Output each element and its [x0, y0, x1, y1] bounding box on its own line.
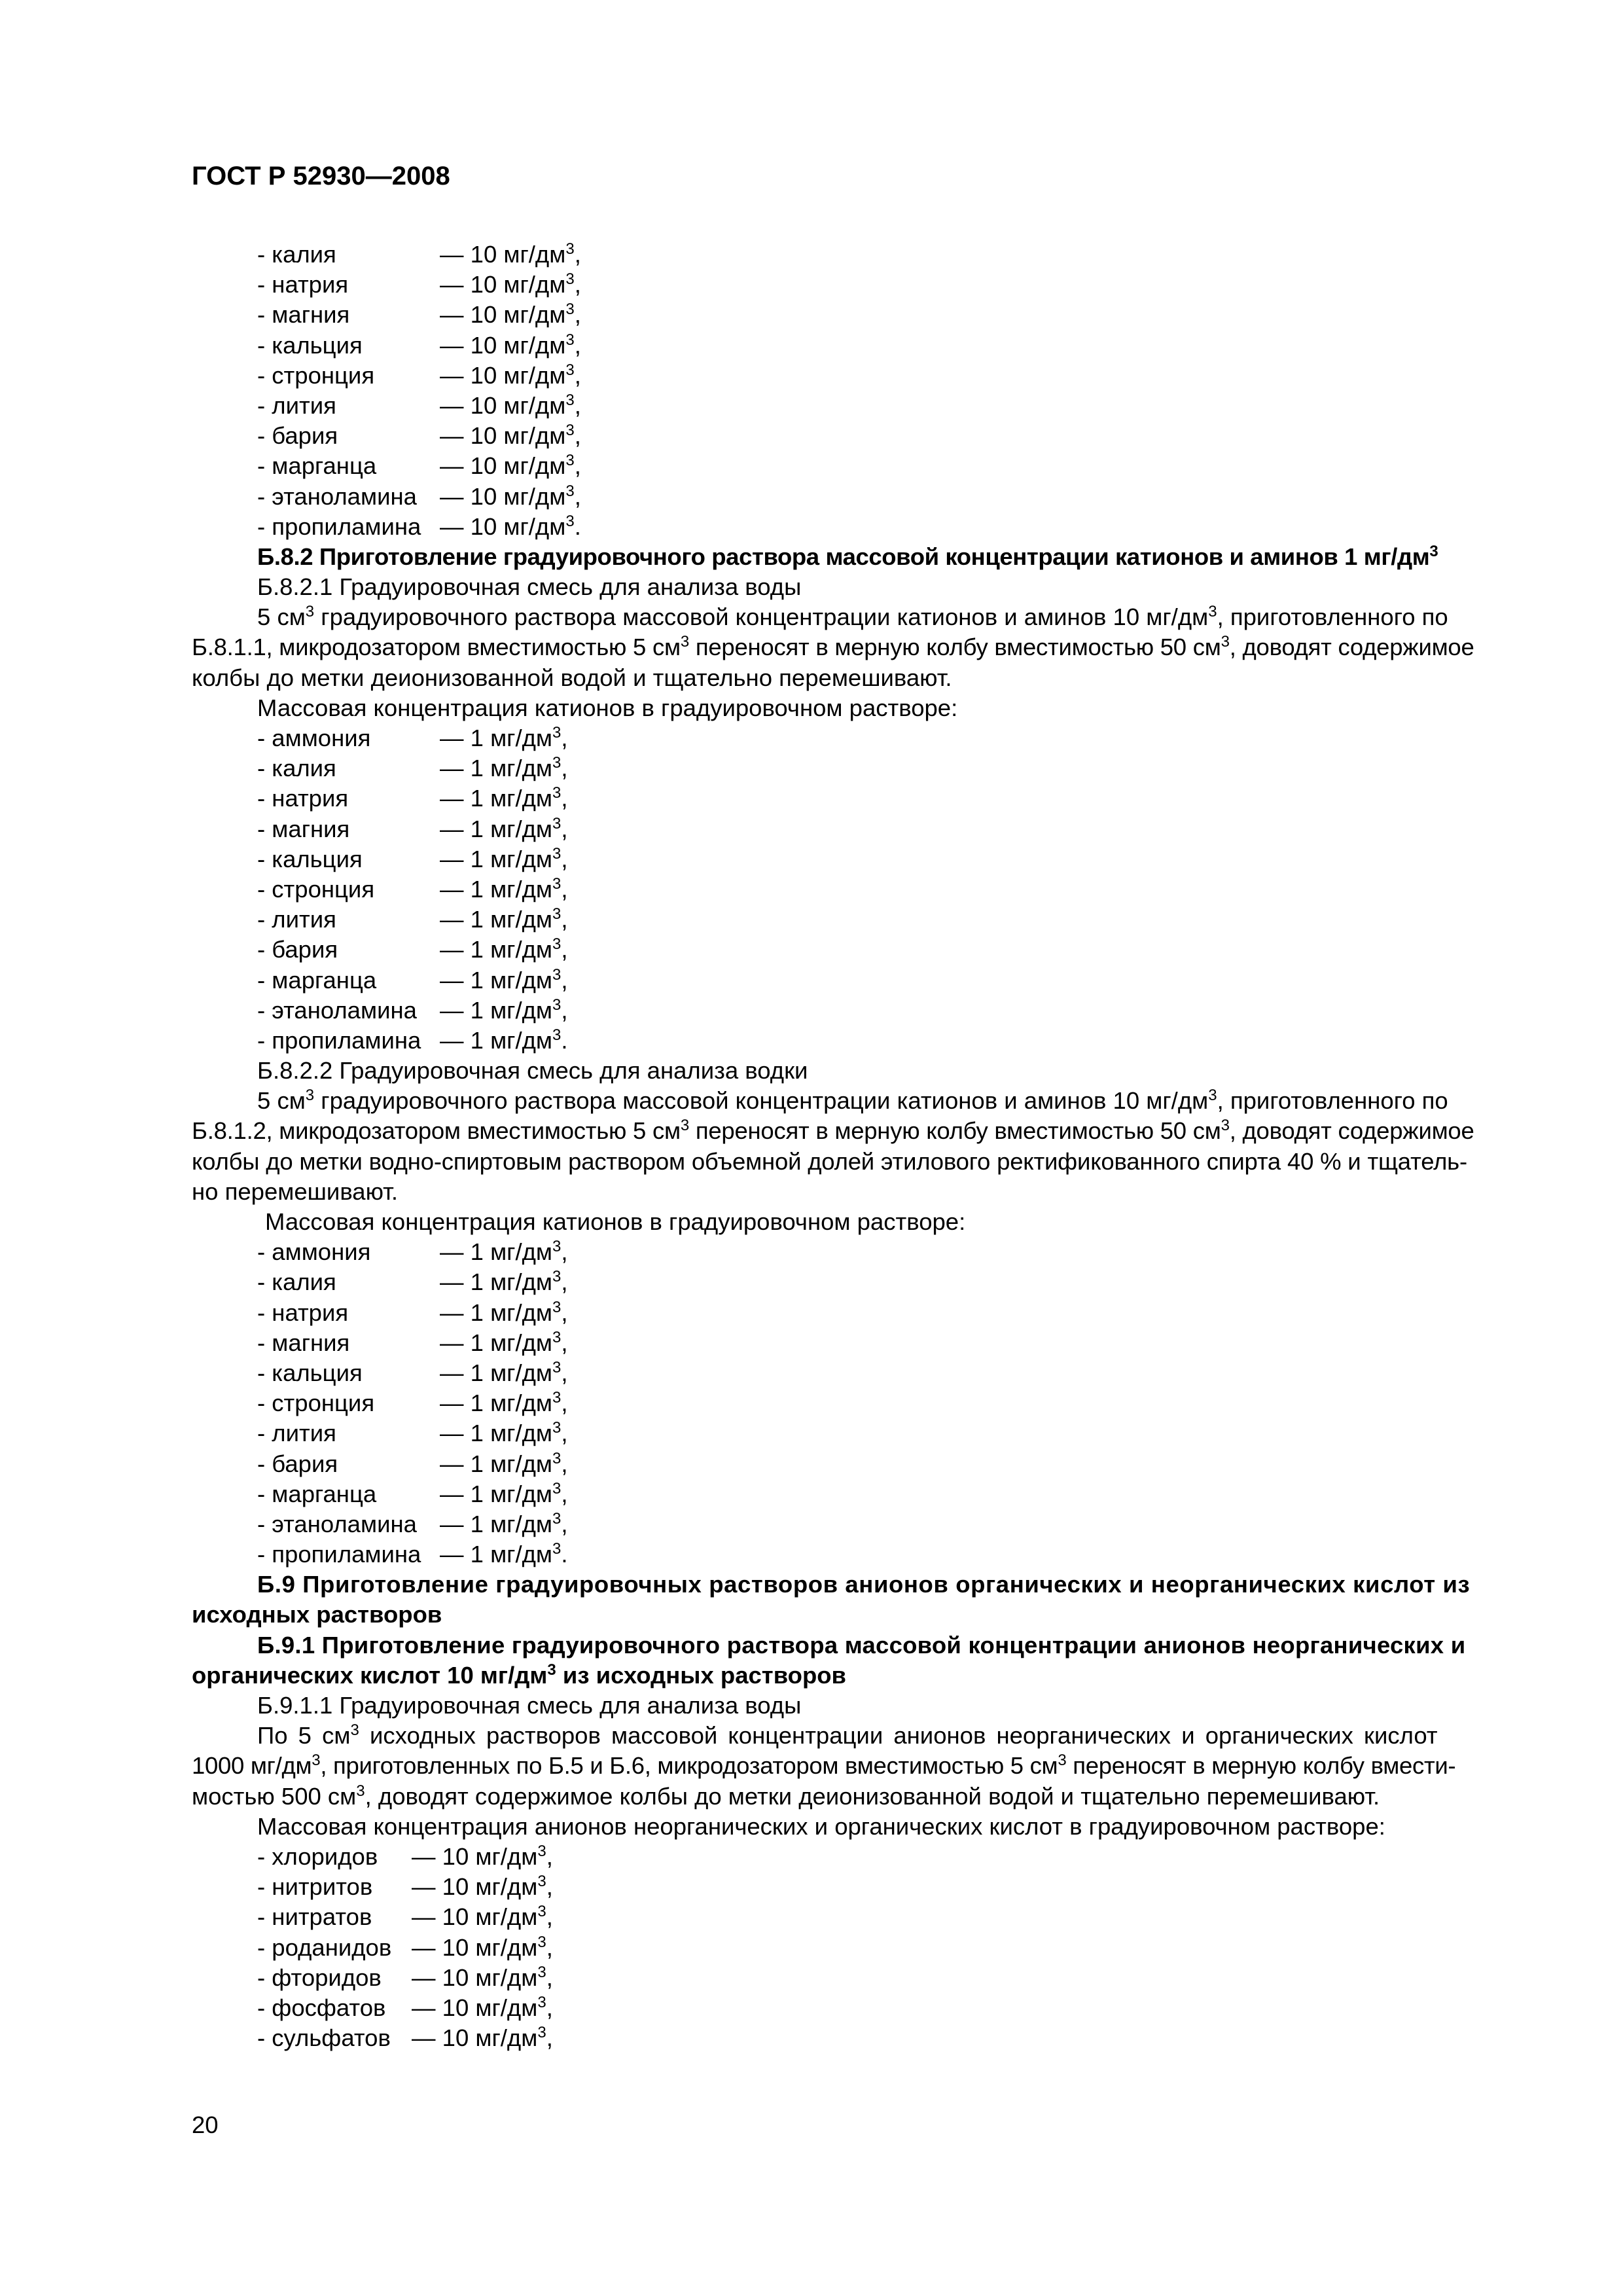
- heading-line: исходных растворов: [192, 1601, 442, 1628]
- list-cations-10: [192, 240, 1445, 542]
- list-item: - роданидов — 10 $мг/дм^3$,: [257, 1933, 553, 1961]
- section-heading-b91: [192, 1630, 1466, 1691]
- heading-line: Б.9 Приготовление градуировочных растворов анионов органических и неорганических кислот из: [257, 1571, 1471, 1598]
- list-item: - хлоридов — 10 $мг/дм^3$,: [257, 1842, 553, 1870]
- list-item: - кальция — 10 $мг/дм^3$,: [257, 331, 581, 359]
- list-item: - натрия — 1 $мг/дм^3$,: [257, 784, 568, 812]
- list-item: - натрия — 1 $мг/дм^3$,: [257, 1298, 568, 1326]
- list-item: - бария — 10 $мг/дм^3$,: [257, 422, 581, 450]
- list-item: - сульфатов — 10 $мг/дм^3$,: [257, 2024, 553, 2052]
- heading-line: органических кислот 10 $мг/дм^3$ из исходных растворов: [192, 1660, 846, 1689]
- list-item: - магния — 1 $мг/дм^3$,: [257, 1328, 568, 1356]
- list-item: - этаноламина — 1 $мг/дм^3$,: [257, 1509, 568, 1537]
- section-heading-b9: [192, 1570, 1471, 1630]
- list-item: - пропиламина — 10 $мг/дм^3$.: [257, 512, 581, 540]
- list-cations-1-vodka: [192, 1237, 1445, 1570]
- heading-line: Б.9.1 Приготовление градуировочного раствора массовой концентрации анионов неорганических и: [257, 1631, 1466, 1659]
- list-item: - бария — 1 $мг/дм^3$,: [257, 1449, 568, 1477]
- list-item: - бария — 1 $мг/дм^3$,: [257, 935, 568, 963]
- paragraph-b821: [192, 602, 1474, 693]
- paragraph-line: Б.8.1.1, микродозатором вместимостью 5 $см^3$ переносят в мерную колбу вместимостью 50 $см^3$, доводят содержимое: [192, 633, 1474, 661]
- paragraph-b822: [192, 1086, 1474, 1207]
- list-item: - нитритов — 10 $мг/дм^3$,: [257, 1873, 553, 1901]
- list-item: - пропиламина — 1 $мг/дм^3$.: [257, 1540, 568, 1568]
- page-number: 20: [192, 2111, 219, 2138]
- list-item: - калия — 1 $мг/дм^3$,: [257, 1268, 568, 1296]
- list-item: - стронция — 10 $мг/дм^3$,: [257, 361, 581, 389]
- list-item: - калия — 1 $мг/дм^3$,: [257, 754, 568, 782]
- paragraph-b911: [192, 1721, 1456, 1812]
- list-item: - лития — 1 $мг/дм^3$,: [257, 905, 568, 933]
- list-item: - этаноламина — 1 $мг/дм^3$,: [257, 996, 568, 1024]
- paragraph-line: 5 $см^3$ градуировочного раствора массовой концентрации катионов и аминов 10 $мг/дм^3$, приготовленного по: [257, 603, 1448, 631]
- list-item: - натрия — 10 $мг/дм^3$,: [257, 270, 581, 298]
- list-item: - аммония — 1 $мг/дм^3$,: [257, 724, 568, 751]
- paragraph-line: 5 $см^3$ градуировочного раствора массовой концентрации катионов и аминов 10 $мг/дм^3$, приготовленного по: [257, 1086, 1448, 1115]
- list-caption: Массовая концентрация анионов неорганических и органических кислот в градуировочном растворе:: [257, 1812, 1385, 1840]
- list-cations-1-water: [192, 723, 1445, 1056]
- list-item: - кальция — 1 $мг/дм^3$,: [257, 844, 568, 872]
- section-heading-b82: Б.8.2 Приготовление градуировочного раствора массовой концентрации катионов и аминов 1 $мг/дм^3$: [257, 542, 1438, 570]
- list-item: - фосфатов — 10 $мг/дм^3$,: [257, 1993, 553, 2021]
- list-item: - пропиламина — 1 $мг/дм^3$.: [257, 1026, 568, 1054]
- list-item: - калия — 10 $мг/дм^3$,: [257, 240, 581, 268]
- list-item: - стронция — 1 $мг/дм^3$,: [257, 1389, 568, 1417]
- subsection-heading-b822: Б.8.2.2 Градуировочная смесь для анализа водки: [257, 1057, 808, 1085]
- list-item: - магния — 1 $мг/дм^3$,: [257, 814, 568, 842]
- paragraph-line: По 5 $см^3$ исходных растворов массовой концентрации анионов неорганических и органических кислот: [257, 1721, 1438, 1749]
- list-item: - фторидов — 10 $мг/дм^3$,: [257, 1963, 553, 1991]
- list-item: - стронция — 1 $мг/дм^3$,: [257, 874, 568, 903]
- subsection-heading-b821: Б.8.2.1 Градуировочная смесь для анализа воды: [257, 573, 802, 601]
- list-anions-10: [192, 1842, 1445, 2053]
- paragraph-line: колбы до метки деионизованной водой и тщательно перемешивают.: [192, 664, 952, 691]
- page-content: [192, 240, 1474, 2053]
- list-item: - кальция — 1 $мг/дм^3$,: [257, 1358, 568, 1386]
- paragraph-line: мостью 500 $см^3$, доводят содержимое колбы до метки деионизованной водой и тщательно перемешивают.: [192, 1782, 1380, 1810]
- document-header: ГОСТ Р 52930—2008: [192, 162, 450, 190]
- list-item: - лития — 1 $мг/дм^3$,: [257, 1419, 568, 1447]
- paragraph-line: 1000 $мг/дм^3$, приготовленных по Б.5 и Б.6, микродозатором вместимостью 5 $см^3$ переносят в мерную колбу вмести-: [192, 1751, 1456, 1780]
- paragraph-line: колбы до метки водно-спиртовым раствором объемной долей этилового ректификованного спирта 40 % и тщатель-: [192, 1147, 1467, 1175]
- list-item: - магния — 10 $мг/дм^3$,: [257, 300, 581, 329]
- list-caption: Массовая концентрация катионов в градуировочном растворе:: [265, 1208, 966, 1235]
- list-caption: Массовая концентрация катионов в градуировочном растворе:: [257, 694, 958, 721]
- list-item: - этаноламина — 10 $мг/дм^3$,: [257, 482, 581, 510]
- list-item: - лития — 10 $мг/дм^3$,: [257, 391, 581, 419]
- list-item: - марганца — 10 $мг/дм^3$,: [257, 452, 581, 480]
- list-item: - аммония — 1 $мг/дм^3$,: [257, 1238, 568, 1266]
- paragraph-line: Б.8.1.2, микродозатором вместимостью 5 $см^3$ переносят в мерную колбу вместимостью 50 $см^3$, доводят содержимое: [192, 1117, 1474, 1145]
- list-item: - марганца — 1 $мг/дм^3$,: [257, 965, 568, 994]
- list-item: - марганца — 1 $мг/дм^3$,: [257, 1479, 568, 1507]
- list-item: - нитратов — 10 $мг/дм^3$,: [257, 1903, 553, 1931]
- paragraph-line: но перемешивают.: [192, 1177, 398, 1205]
- subsection-heading-b911: Б.9.1.1 Градуировочная смесь для анализа воды: [257, 1692, 802, 1719]
